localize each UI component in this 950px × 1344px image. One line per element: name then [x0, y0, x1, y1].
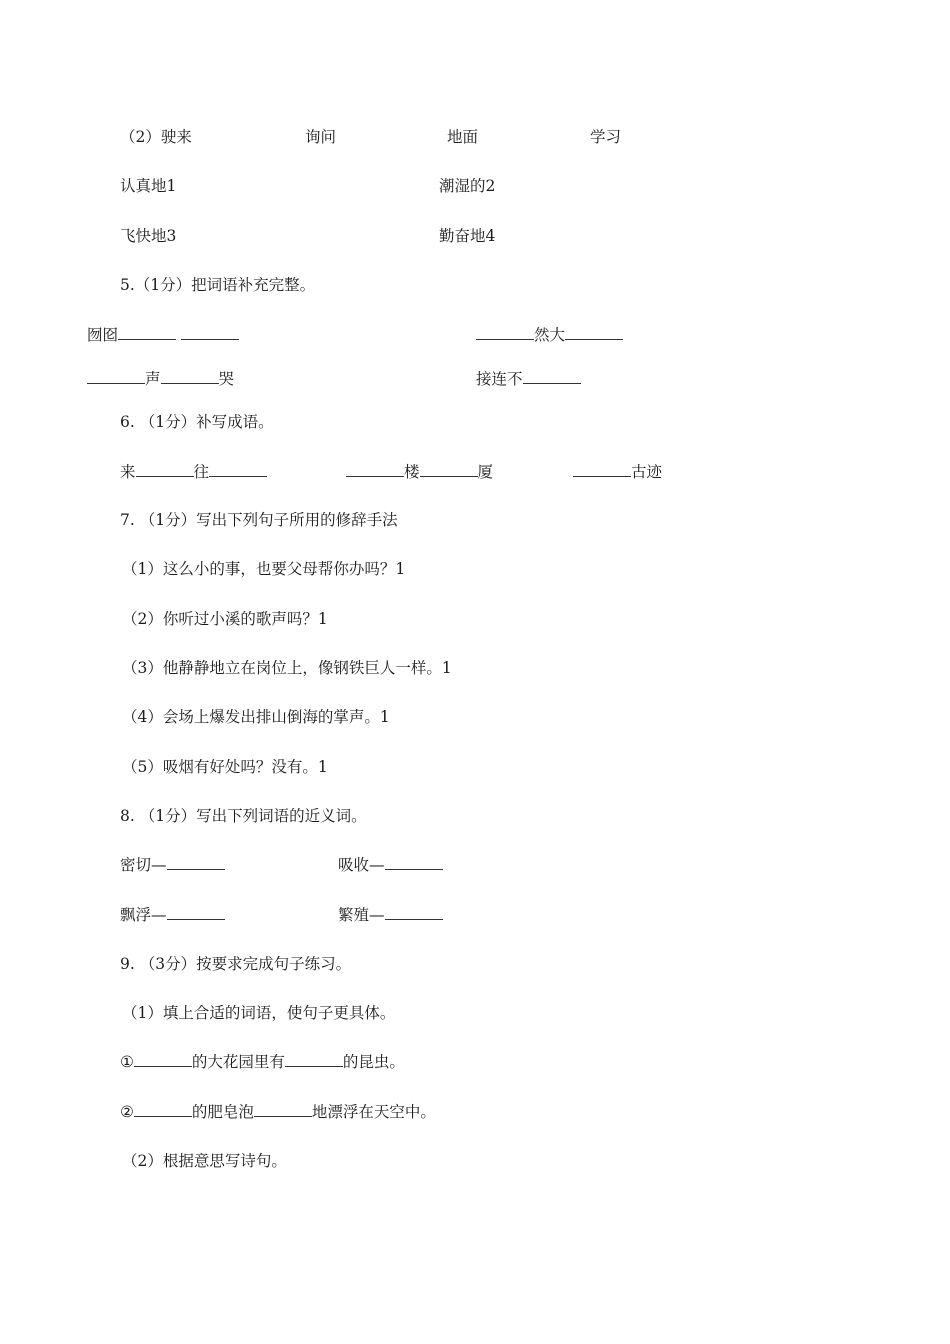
q8-word-1 [120, 855, 225, 875]
q7-item-2: （2）你听过小溪的歌声吗？1 [122, 610, 328, 628]
blank[interactable] [420, 462, 478, 477]
blank[interactable] [565, 325, 623, 340]
q8-title: 8. （1分）写出下列词语的近义词。 [120, 807, 367, 825]
blank[interactable] [285, 1052, 343, 1067]
q4-pair-1-right: 潮湿的2 [439, 177, 496, 195]
q8-word-4 [338, 905, 443, 925]
q7-item-5: （5）吸烟有好处吗？没有。1 [122, 758, 328, 776]
blank[interactable] [161, 369, 219, 384]
blank[interactable] [167, 905, 225, 920]
q8-word-3 [120, 905, 225, 925]
q8-word-3-text: 飘浮— [120, 906, 167, 924]
blank[interactable] [134, 1102, 192, 1117]
q5-word-1 [87, 325, 239, 345]
q6-idiom-2-a: 楼 [404, 463, 420, 481]
q5-word-3 [87, 369, 234, 389]
blank[interactable] [87, 369, 145, 384]
q5-title: 5.（1分）把词语补充完整。 [120, 276, 316, 294]
q4-pair-2-right: 勤奋地4 [439, 227, 496, 245]
q8-word-2-text: 吸收— [338, 856, 385, 874]
q7-item-1: （1）这么小的事，也要父母帮你办吗？1 [122, 560, 406, 578]
blank[interactable] [476, 325, 534, 340]
q9-s1-c: 的昆虫。 [342, 1053, 405, 1071]
q5-word-4-text: 接连不 [476, 370, 523, 388]
q6-idiom-1-a: 来 [120, 463, 136, 481]
q9-s1-a: ① [120, 1053, 134, 1071]
blank[interactable] [385, 855, 443, 870]
q5-word-3-text-a: 声 [145, 370, 161, 388]
blank[interactable] [523, 369, 581, 384]
q9-s2-a: ② [120, 1103, 134, 1121]
blank[interactable] [167, 855, 225, 870]
q5-word-4 [476, 369, 581, 389]
q5-word-3-text-b: 哭 [218, 370, 235, 388]
blank[interactable] [136, 462, 194, 477]
q8-word-1-text: 密切— [120, 856, 167, 874]
q9-s1-b: 的大花园里有 [191, 1053, 285, 1071]
q9-sentence-1 [120, 1052, 405, 1072]
blank[interactable] [385, 905, 443, 920]
q8-word-4-text: 繁殖— [338, 906, 385, 924]
q6-idiom-1 [120, 462, 267, 482]
q9-s2-c: 地漂浮在天空中。 [311, 1103, 436, 1121]
q7-item-4: （4）会场上爆发出排山倒海的掌声。1 [122, 708, 390, 726]
q6-idiom-3-a: 古迹 [631, 463, 663, 481]
q7-title: 7. （1分）写出下列句子所用的修辞手法 [120, 511, 398, 529]
blank[interactable] [181, 325, 239, 340]
q6-idiom-2 [346, 462, 493, 482]
q9-sub2: （2）根据意思写诗句。 [122, 1152, 287, 1170]
q5-word-2-text: 然大 [534, 326, 566, 344]
q7-item-3: （3）他静静地立在岗位上，像钢铁巨人一样。1 [122, 659, 452, 677]
q4-word-2: 地面 [447, 128, 479, 146]
q9-sub1: （1）填上合适的词语，使句子更具体。 [122, 1004, 396, 1022]
blank[interactable] [254, 1102, 312, 1117]
q8-word-2 [338, 855, 443, 875]
q6-idiom-3 [573, 462, 662, 482]
blank[interactable] [209, 462, 267, 477]
blank[interactable] [346, 462, 404, 477]
q6-title: 6. （1分）补写成语。 [120, 413, 274, 431]
q9-s2-b: 的肥皂泡 [191, 1103, 254, 1121]
q4-part2-label: （2）驶来 [120, 128, 192, 146]
blank[interactable] [118, 325, 176, 340]
q9-title: 9. （3分）按要求完成句子练习。 [120, 955, 352, 973]
q5-word-1-text: 囫囵 [87, 326, 119, 344]
q9-sentence-2 [120, 1102, 436, 1122]
q6-idiom-1-b: 往 [193, 463, 210, 481]
blank[interactable] [134, 1052, 192, 1067]
q6-idiom-2-b: 厦 [477, 463, 494, 481]
q4-word-3: 学习 [590, 128, 622, 146]
q4-word-1: 询问 [305, 128, 337, 146]
q4-pair-1-left: 认真地1 [120, 177, 177, 195]
q5-word-2 [476, 325, 623, 345]
blank[interactable] [573, 462, 631, 477]
q4-pair-2-left: 飞快地3 [120, 227, 177, 245]
